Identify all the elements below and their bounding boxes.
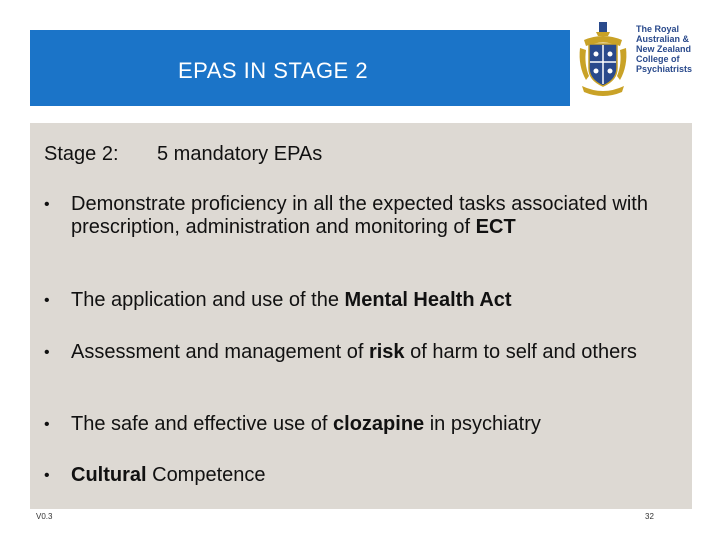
bullet-icon: • <box>44 292 50 309</box>
bullet-icon: • <box>44 344 50 361</box>
list-item <box>44 289 701 312</box>
item-emphasis: ECT <box>475 216 516 238</box>
bullet-icon: • <box>44 196 50 213</box>
stage-value: 5 mandatory EPAs <box>157 143 323 165</box>
item-text: The safe and effective use of <box>71 413 334 435</box>
item-emphasis: Mental Health Act <box>344 289 512 311</box>
item-emphasis: clozapine <box>333 413 425 435</box>
item-text: Demonstrate proficiency in all the expected tasks associated with prescription, administration and monitoring of <box>71 193 648 238</box>
list-item <box>44 413 701 436</box>
crest-icon <box>576 18 630 98</box>
bullet-icon: • <box>44 467 50 484</box>
list-item <box>44 464 701 487</box>
stage-label: Stage 2: <box>44 143 119 165</box>
item-emphasis: risk <box>368 341 405 363</box>
item-emphasis: Cultural <box>71 464 147 486</box>
college-name <box>636 24 698 74</box>
logo-line: Psychiatrists <box>636 64 693 74</box>
logo-line: New Zealand <box>636 44 692 54</box>
slide-title: EPAS IN STAGE 2 <box>178 58 369 83</box>
bullet-icon: • <box>44 416 50 433</box>
version-label: V0.3 <box>36 512 53 521</box>
list-item <box>44 193 671 239</box>
list-item <box>44 341 701 364</box>
logo-line: College of <box>636 54 680 64</box>
item-text: The application and use of the <box>71 289 345 311</box>
item-text-end: in psychiatry <box>424 413 541 435</box>
logo-line: The Royal <box>636 24 680 34</box>
college-logo <box>576 18 694 102</box>
logo-line: Australian & <box>636 34 690 44</box>
stage-summary <box>44 143 322 166</box>
item-text: Assessment and management of <box>71 341 369 363</box>
content-panel <box>30 123 692 509</box>
item-text-end: Competence <box>146 464 266 486</box>
item-text-end: of harm to self and others <box>404 341 637 363</box>
page-number: 32 <box>645 512 654 521</box>
